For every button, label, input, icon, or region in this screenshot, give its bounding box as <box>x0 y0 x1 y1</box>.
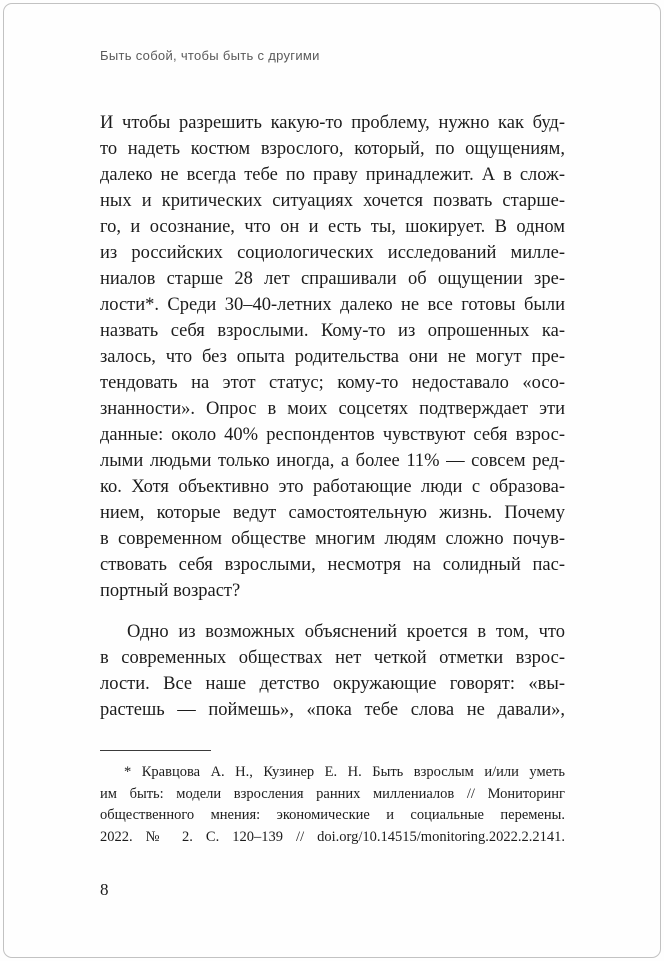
body-line: растешь — поймешь», «пока тебе слова не давали», <box>100 700 565 720</box>
body-line: залось, что без опыта родительства они не могут пре- <box>100 347 565 367</box>
body-line: портный возраст? <box>100 581 241 601</box>
body-line: в современных обществах нет четкой отметки взрос- <box>100 648 565 668</box>
body-line: го, и осознание, что он и есть ты, шокирует. В одном <box>100 217 565 237</box>
body-line: ниалов старше 28 лет спрашивали об ощущении зре- <box>100 269 565 289</box>
body-line: далеко не всегда тебе по праву принадлежит. А в слож- <box>100 165 565 185</box>
body-line: ко. Хотя объективно это работающие люди с образова- <box>100 477 565 497</box>
footnote-line: им быть: модели взросления ранних миллениалов // Мониторинг <box>100 785 565 802</box>
paragraph-2 <box>100 619 565 723</box>
body-line: тендовать на этот статус; кому-то недоставало «осо- <box>100 373 565 393</box>
footnote-line: 2022. № 2. С. 120–139 // doi.org/10.14515/monitoring.2022.2.2141. <box>100 828 565 845</box>
body-line: знанности». Опрос в моих соцсетях подтверждает эти <box>100 399 565 419</box>
body-line: в современном обществе многим людям сложно почув- <box>100 529 565 549</box>
running-head: Быть собой, чтобы быть с другими <box>100 48 320 63</box>
body-line: Одно из возможных объяснений кроется в том, что <box>127 622 565 642</box>
paragraph-1 <box>100 110 565 604</box>
footnote-line: * Кравцова А. Н., Кузинер Е. Н. Быть взрослым и/или уметь <box>124 764 565 780</box>
body-line: то надеть костюм взрослого, который, по ощущениям, <box>100 139 565 159</box>
body-line: лости*. Среди 30–40-летних далеко не все готовы были <box>100 295 565 315</box>
body-line: ных и критических ситуациях хочется позвать старше- <box>100 191 565 211</box>
body-line: ствовать себя взрослыми, несмотря на солидный пас- <box>100 555 565 575</box>
body-line: нием, которые ведут самостоятельную жизнь. Почему <box>100 503 565 523</box>
body-line: И чтобы разрешить какую-то проблему, нужно как буд- <box>100 113 565 133</box>
body-line: лости. Все наше детство окружающие говорят: «вы- <box>100 674 565 694</box>
body-line: данные: около 40% респондентов чувствуют себя взрос- <box>100 425 565 445</box>
footnote <box>100 750 565 848</box>
body-line: из российских социологических исследований милле- <box>100 243 565 263</box>
body-text <box>100 110 565 723</box>
body-line: назвать себя взрослыми. Кому-то из опрошенных ка- <box>100 321 565 341</box>
footnote-rule <box>100 750 211 751</box>
page-number: 8 <box>100 880 109 899</box>
body-line: лыми людьми только иногда, а более 11% — совсем ред- <box>100 451 565 471</box>
footnote-line: общественного мнения: экономические и социальные перемены. <box>100 807 565 823</box>
